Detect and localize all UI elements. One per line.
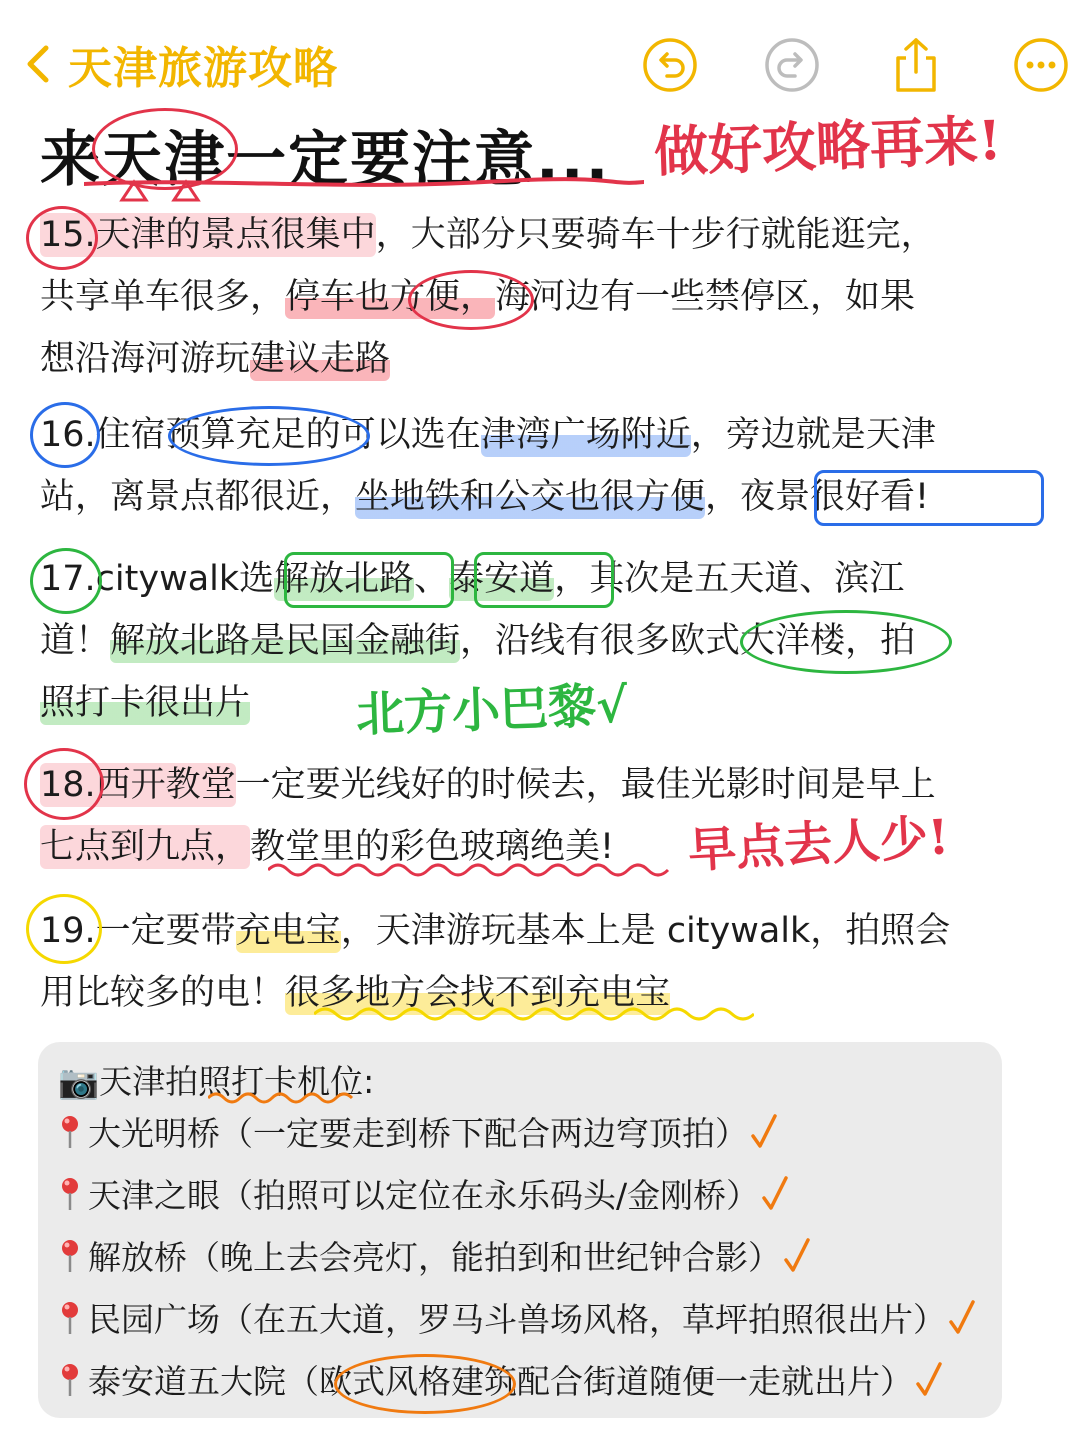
spot-item	[58, 1108, 778, 1155]
map-pin-icon	[58, 1238, 82, 1274]
tip19-text: 用比较多的电！	[40, 973, 286, 1013]
tip18-highlight: 七点到九点，	[40, 827, 251, 867]
back-label: 天津旅游攻略	[68, 43, 338, 94]
tip19-text: 19.一定要带	[40, 911, 236, 951]
photo-spots-card	[38, 1042, 1002, 1418]
camera-icon: 📷	[58, 1062, 100, 1101]
tip18-highlight: 18.西开教堂	[40, 765, 236, 805]
note-title: 来天津一定要注意...	[40, 125, 611, 195]
tip17-circled: 欧式大洋楼	[670, 621, 846, 661]
tip15-text: ，大部分只要骑车十步行就能逛完，	[375, 215, 936, 255]
map-pin-icon	[58, 1114, 82, 1150]
check-mark-icon	[948, 1298, 976, 1338]
more-icon	[1012, 36, 1070, 94]
back-button[interactable]	[20, 34, 338, 94]
tip19-highlight: 很多地方会找不到充电宝	[285, 973, 671, 1013]
tip-15	[40, 204, 1040, 390]
tip19-text: ，天津游玩基本上是 citywalk，拍照会	[340, 911, 951, 951]
tip16-text: 站，离景点都很近，	[40, 477, 356, 517]
chevron-left-icon	[20, 42, 54, 86]
tip17-text: 道！	[40, 621, 111, 661]
spot-label: 解放桥（晚上去会亮灯，能拍到和世纪钟合影）	[88, 1238, 781, 1277]
map-pin-icon	[58, 1362, 82, 1398]
tip16-text: 16.	[40, 415, 96, 455]
tip-16	[40, 404, 1040, 528]
tip17-highlight: 解放北路	[274, 559, 415, 599]
redo-icon	[763, 36, 821, 94]
tip17-text: 、	[414, 559, 450, 599]
spot-item	[58, 1294, 976, 1341]
handwritten-tip18-note: 早点去人少!	[686, 809, 951, 879]
card-title-text: 天津拍照打卡机位:	[99, 1062, 375, 1101]
tip17-highlight: 解放北路是民国金融街	[110, 621, 461, 661]
tip16-text: ，旁边就是天津	[690, 415, 936, 455]
tip17-text: ，拍	[845, 621, 916, 661]
tip15-text: 想沿海河游玩	[40, 339, 251, 379]
tip17-text: ，沿线有很多	[460, 621, 671, 661]
map-pin-icon	[58, 1300, 82, 1336]
check-mark-icon	[761, 1174, 789, 1214]
tip16-text: 可以选在	[340, 415, 481, 455]
spot-item	[58, 1232, 811, 1279]
tip15-highlight: 15.天津的景点很集中	[40, 215, 376, 255]
handwritten-title-note: 做好攻略再来!	[653, 107, 1003, 184]
spot-item	[58, 1170, 789, 1217]
spot-label: 大光明桥（一定要走到桥下配合两边穹顶拍）	[88, 1114, 748, 1153]
undo-button[interactable]	[641, 36, 699, 94]
spot-label: 泰安道五大院（欧式风格建筑配合街道随便一走就出片）	[88, 1362, 913, 1401]
card-title	[58, 1056, 374, 1103]
handwritten-tip17-note: 北方小巴黎√	[355, 677, 629, 743]
tip-19	[40, 900, 1040, 1024]
tip15-highlight: 停车也方便，	[285, 277, 496, 317]
tip17-highlight: 泰安道	[449, 559, 555, 599]
tip16-boxed: 夜景很好看!	[740, 477, 930, 517]
check-mark-icon	[750, 1112, 778, 1152]
undo-icon	[641, 36, 699, 94]
tip19-highlight: 充电宝	[235, 911, 341, 951]
map-pin-icon	[58, 1176, 82, 1212]
tip15-highlight: 建议走路	[250, 339, 391, 379]
tip15-text: 共享单车很多，	[40, 277, 286, 317]
tip15-text: 海河边有一些禁停区，如果	[495, 277, 916, 317]
tip18-text: 一定要光线好的时候去，最佳光影时间是早上	[235, 765, 936, 805]
tip16-text: 住宿预算充足的	[95, 415, 341, 455]
share-icon	[887, 36, 945, 94]
tip17-text: ，其次是五天道、滨江	[554, 559, 905, 599]
tip18-underlined: 教堂里的彩色玻璃绝美!	[250, 827, 615, 867]
tip16-highlight: 坐地铁和公交也很方便	[355, 477, 706, 517]
redo-button[interactable]	[763, 36, 821, 94]
tip17-highlight: 照打卡很出片	[40, 683, 251, 723]
tip16-highlight: 津湾广场附近	[480, 415, 691, 455]
spot-label: 天津之眼（拍照可以定位在永乐码头/金刚桥）	[88, 1176, 760, 1215]
more-button[interactable]	[1012, 36, 1070, 94]
check-mark-icon	[783, 1236, 811, 1276]
check-mark-icon	[915, 1360, 943, 1400]
spot-label: 民园广场（在五大道，罗马斗兽场风格，草坪拍照很出片）	[88, 1300, 946, 1339]
tip16-text: ，	[705, 477, 741, 517]
share-button[interactable]	[887, 36, 945, 94]
spot-item	[58, 1356, 943, 1403]
tip17-text: 17.citywalk选	[40, 559, 275, 599]
